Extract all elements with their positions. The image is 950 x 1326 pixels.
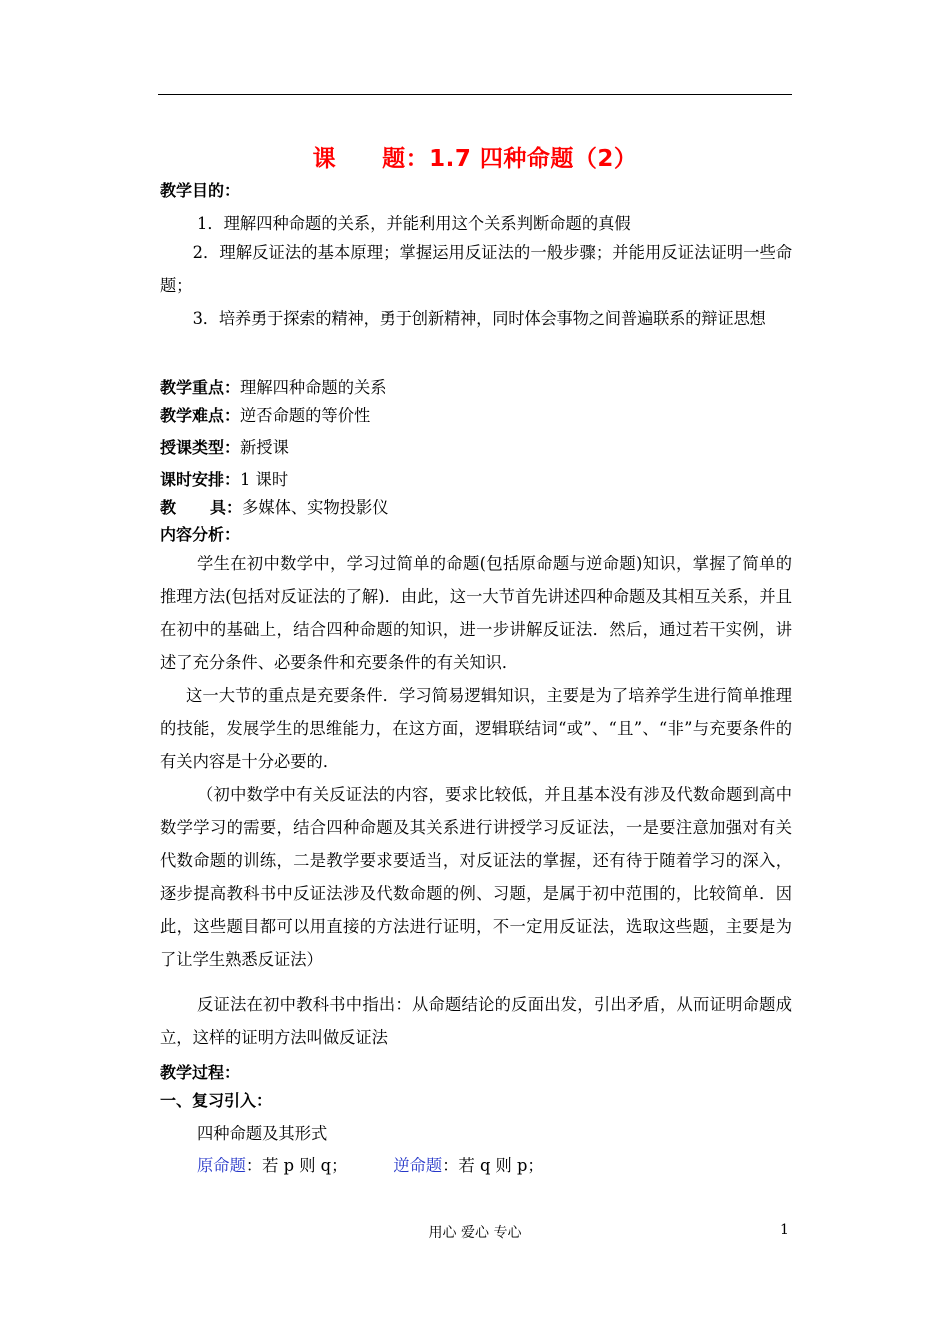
forms-intro: 四种命题及其形式: [197, 1124, 328, 1143]
page-number: 1: [780, 1222, 789, 1238]
key-point-label: 教学重点：: [160, 378, 241, 397]
objective-2: 2．理解反证法的基本原理；掌握运用反证法的一般步骤；并能用反证法证明一些命题；: [160, 243, 792, 295]
footer-motto: 用心 爱心 专心: [428, 1225, 522, 1241]
lesson-type-row: [160, 434, 289, 458]
original-label: 原命题: [197, 1156, 246, 1175]
objectives-heading: 教学目的：: [160, 181, 241, 200]
difficulty-label: 教学难点：: [160, 406, 241, 425]
converse-text: ：若 q 则 p；: [442, 1156, 544, 1175]
analysis-paragraph-2: 这一大节的重点是充要条件．学习简易逻辑知识，主要是为了培养学生进行简单推理的技能，发展学生的思维能力，在这方面，逻辑联结词“或”、“且”、“非”与充要条件的有关内容是十分必要的．: [160, 686, 792, 771]
title-left: 课: [312, 146, 337, 172]
key-point-value: 理解四种命题的关系: [240, 378, 387, 397]
difficulty-value: 逆否命题的等价性: [240, 406, 371, 425]
difficulty-row: [160, 402, 370, 426]
schedule-label: 课时安排：: [160, 470, 241, 489]
lesson-type-label: 授课类型：: [160, 438, 241, 457]
objective-3: 3．培养勇于探索的精神，勇于创新精神，同时体会事物之间普遍联系的辩证思想: [192, 309, 766, 328]
converse-label: 逆命题: [393, 1156, 443, 1175]
objective-1: 1．理解四种命题的关系，并能利用这个关系判断命题的真假: [197, 214, 631, 233]
analysis-heading: 内容分析：: [160, 525, 241, 544]
key-point-row: [160, 374, 387, 398]
tools-value: 多媒体、实物投影仪: [242, 498, 389, 517]
header-rule: [158, 94, 792, 95]
analysis-paragraph-3: （初中数学中有关反证法的内容，要求比较低，并且基本没有涉及代数命题到高中数学学习的需要，结合四种命题及其关系进行讲授学习反证法，一是要注意加强对有关代数命题的训练，二是教学要求要适当，对反证法的掌握，还有待于随着学习的深入，逐步提高教科书中反证法涉及代数命题的例、习题，是属于初中范围的，比较简单．因此，这些题目都可以用直接的方法进行证明，不一定用反证法，选取这些题，主要是为了让学生熟悉反证法）: [160, 785, 792, 969]
original-text: ：若 p 则 q；: [245, 1156, 348, 1175]
tools-label-b: 具：: [210, 498, 243, 517]
lesson-type-value: 新授课: [240, 438, 289, 457]
lesson-title: [0, 140, 950, 173]
review-section-heading: 一、复习引入：: [160, 1091, 273, 1110]
forms-row: [197, 1152, 544, 1176]
process-heading: 教学过程：: [160, 1063, 241, 1082]
analysis-paragraph-4: 反证法在初中教科书中指出：从命题结论的反面出发，引出矛盾，从而证明命题成立，这样的证明方法叫做反证法: [160, 995, 792, 1047]
tools-label-a: 教: [160, 498, 177, 517]
analysis-paragraph-1: 学生在初中数学中，学习过简单的命题(包括原命题与逆命题)知识，掌握了简单的推理方法(包括对反证法的了解)．由此，这一大节首先讲述四种命题及其相互关系，并且在初中的基础上，结合四种命题的知识，进一步讲解反证法．然后，通过若干实例，讲述了充分条件、必要条件和充要条件的有关知识．: [160, 554, 792, 672]
title-right: 题：1.7 四种命题（2）: [382, 146, 638, 172]
schedule-value: 1 课时: [240, 470, 289, 489]
tools-row: [160, 494, 389, 518]
schedule-row: [160, 466, 288, 490]
